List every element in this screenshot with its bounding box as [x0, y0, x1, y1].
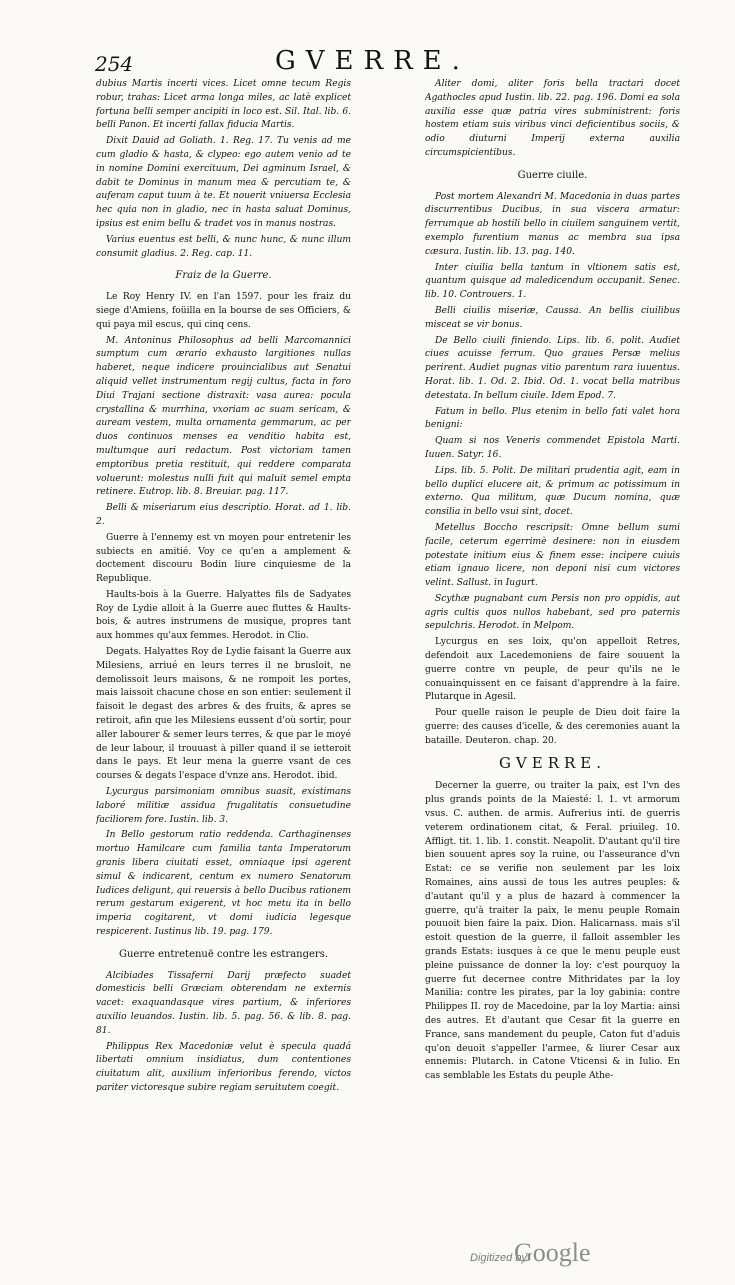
paragraph: Belli ciuilis miseriæ, Caussa. An bellis ciuilibus misceat se vir bonus.	[425, 305, 680, 330]
paragraph: Lips. lib. 5. Polit. De militari prudentia agit, eam in bello duplici elucere ait, & primum ac potissimum in externo. Qua militum, quæ Ducum nomina, quæ consilia in bello vsui sint, docet.	[425, 465, 680, 518]
paragraph: Quam si nos Veneris commendet Epistola Marti. Iuuen. Satyr. 16.	[425, 436, 680, 460]
page-header	[95, 42, 595, 82]
paragraph: Inter ciuilia bella tantum in vltionem satis est, quantum quisque ad maledicendum occupanit. Senec. lib. 10. Controuers. 1.	[425, 262, 680, 301]
paragraph: Varius euentus est belli, & nunc hunc, & nunc illum consumit gladius. 2. Reg. cap. 11.	[96, 234, 351, 259]
paragraph: Degats. Halyattes Roy de Lydie faisant la Guerre aux Milesiens, arriué en leurs terres il ne brusloit, ne demolissoit leurs maisons, & ne rompoit les portes, mais laissoit chacune chose en son entier: seulement il faisoit le degast des arbres & des fruits, & apres se retiroit, afin que les Milesiens eussent d'où sortir, pour aller labourer & semer leurs terres, & que par le moyé de leur labour, il trouuast à piller quand il se ietteroit dans le pays. Et leur mena la guerre vsant de ces courses & degats l'espace d'vnze ans. Herodot. ibid.	[96, 647, 351, 782]
paragraph: Guerre à l'ennemy est vn moyen pour entretenir les subiects en amitié. Voy ce qu'en a amplement & doctement discouru Bodin liure cinquiesme de la Republique.	[96, 532, 351, 585]
paragraph: Belli & miseriarum eius descriptio. Horat. ad 1. lib. 2.	[96, 503, 351, 527]
page-number: 254	[95, 52, 134, 76]
paragraph: In Bello gestorum ratio reddenda. Carthaginenses mortuo Hamilcare cum familia tanta Imperatorum granis libera ciuitati esset, omniaque ipsi agerent simul & indicarent, centum ex numero Senatorum Iudices deligunt, qui reuersis à bello Ducibus rationem rerum gestarum exigerent, vt hoc metu ita in bello imperia cogitarent, vt domi iudicia legesque respicerent. Iustinus lib. 19. pag. 179.	[96, 830, 351, 938]
google-logo: Google	[514, 1238, 591, 1267]
paragraph: Post mortem Alexandri M. Macedonia in duas partes discurrentibus Ducibus, in sua viscera armatur: ferrumque ab hostili bello in ciuilem sanguinem vertit, exemplo furentium manus ac membra sua ipsa cæsura. Iustin. lib. 13. pag. 140.	[425, 191, 680, 257]
section-heading: GVERRE.	[498, 753, 607, 772]
section-heading: Guerre entretenuë contre les estrangers.	[118, 948, 329, 960]
paragraph: Philippus Rex Macedoniæ velut è specula quadá libertati omnium insidiatus, dum contentiones ciuitatum alit, auxilium inferioribus ferendo, victos pariter victoresque subire regiam seruitutem coegit.	[96, 1041, 351, 1093]
right-column	[425, 78, 680, 1218]
running-head: GVERRE.	[275, 46, 470, 76]
section-heading: Guerre ciuile.	[517, 169, 588, 181]
paragraph: M. Antoninus Philosophus ad belli Marcomannici sumptum cum ærario exhausto largitiones nullas haberet, neque indicere prouincialibus aut Senatui aliquid vellet instrumentum regij cultus, facta in foro Diui Trajani sectione distraxit: vasa aurea: pocula crystallina & murrhina, vxoriam ac suam sericam, & auream vestem, multa ornamenta gemmarum, ac per duos continuos menses ea venditio habita est, multumque auri redactum. Post victoriam tamen emptoribus pretia restituit, qui reddere comparata voluerunt: molestus nulli fuit qui maluit semel empta retinere. Eutrop. lib. 8. Breuiar. pag. 117.	[96, 335, 351, 498]
paragraph: Metellus Boccho rescripsit: Omne bellum sumi facile, ceterum egerrimè desinere: non in eiusdem potestate initium eius & finem esse: incipere cuiuis etiam ignauo licere, non deponi nisi cum victores velint. Sallust. in Iugurt.	[425, 522, 680, 589]
paragraph: dubius Martis incerti vices. Licet omne tecum Regis robur, trahas: Licet arma longa miles, ac latè explicet fortuna belli semper ancipiti in loco est. Sil. Ital. lib. 6. belli Panon. Et incerti fallax fiducia Martis.	[96, 79, 351, 131]
digitization-watermark	[470, 1238, 670, 1278]
paragraph: Haults-bois à la Guerre. Halyattes fils de Sadyates Roy de Lydie alloit à la Guerre auec fluttes & Haults-bois, & autres instrumens de musique, propres tant aux hommes qu'aux femmes. Herodot. in Clio.	[96, 589, 351, 642]
paragraph: Scythæ pugnabant cum Persis non pro oppidis, aut agris cultis quos nullos habebant, sed pro paternis sepulchris. Herodot. in Melpom.	[425, 593, 680, 632]
left-column	[96, 78, 351, 1218]
paragraph: De Bello ciuili finiendo. Lips. lib. 6. polit. Audiet ciues acuisse ferrum. Quo graues Persæ melius perirent. Audiet pugnas vitio parentum rara iuuentus. Horat. lib. 1. Od. 2. Ibid. Od. 1. vocat bella matribus detestata. In bellum ciuile. Idem Epod. 7.	[425, 335, 680, 401]
paragraph: Fatum in bello. Plus etenim in bello fati valet hora benigni:	[425, 406, 680, 431]
paragraph: Pour quelle raison le peuple de Dieu doit faire la guerre: des causes d'icelle, & des ceremonies auant la bataille. Deuteron. chap. 20.	[425, 708, 680, 746]
paragraph: Decerner la guerre, ou traiter la paix, est l'vn des plus grands points de la Maiesté: l. 1. vt armorum vsus. C. authen. de armis. Aufrerius inti. de guerris veterem ordinationem citat, & Feral. priuileg. 10. Affligt. tit. 1. lib. 1. constit. Neapolit. D'autant qu'il tire bien souuent apres soy la ruine, ou l'asseurance d'vn Estat: ce se verifie non seulement par les loix Romaines, ains aussi de tous les autres peuples: & d'autant qu'il y a plus de hazard à commencer la guerre, qu'à traiter la paix, le menu peuple Romain pouuoit bien faire la paix. Dion. Halicarnass. mais s'il estoit question de la guerre, il falloit assembler les grands Estats: iusques à ce que le menu peuple eust pleine puissance de donner la loy: c'est pourquoy la guerre fut decernee contre Mithridates par la loy Manilia: contre les pirates, par la loy gabinia: contre Philippes II. roy de Macedoine, par la loy Martia: ainsi des autres. Et d'autant que Cesar fit la guerre en France, sans mandement du peuple, Caton fut d'aduis qu'on deuoit s'appeller l'armee, & liurer Cesar aux ennemis: Plutarch. in Catone Vticensi & in Iulio. En cas semblable les Estats du peuple Athe-	[425, 781, 680, 1082]
paragraph: Aliter domi, aliter foris bella tractari docet Agathocles apud Iustin. lib. 22. pag. 196. Domi ea sola auxilia esse quæ patria vires subministrent: foris hostem etiam suis viribus vinci deficientibus sociis, & odio diuturni Imperij externa auxilia circumspicientibus.	[425, 79, 680, 158]
watermark-prefix: Digitized by	[470, 1252, 527, 1264]
paragraph: Lycurgus parsimoniam omnibus suasit, existimans laboré militiæ assidua frugalitatis consuetudine faciliorem fore. Iustin. lib. 3.	[96, 787, 351, 825]
section-heading: Fraiz de la Guerre.	[175, 270, 272, 282]
paragraph: Le Roy Henry IV. en l'an 1597. pour les fraiz du siege d'Amiens, foüilla en la bourse de ses Officiers, & qui paya mil escus, qui cinq cens.	[96, 292, 351, 330]
paragraph: Dixit Dauid ad Goliath. 1. Reg. 17. Tu venis ad me cum gladio & hasta, & clypeo: ego autem venio ad te in nomine Domini exercituum, Dei agminum Israel, & dabit te Dominus in manum mea & percutiam te, & auferam caput tuum à te. Et nouerit vniuersa Ecclesia hec quia non in gladio, nec in hasta saluat Dominus, ipsius est enim bellu & tradet vos in manus nostras.	[96, 136, 351, 229]
paragraph: Alcibiades Tissaferni Darij præfecto suadet domesticis belli Græciam obterendam ne externis vacet: exaquandasque vires partium, & inferiores auxilio leuandos. Iustin. lib. 5. pag. 56. & lib. 8. pag. 81.	[96, 970, 351, 1036]
paragraph: Lycurgus en ses loix, qu'on appelloit Retres, defendoit aux Lacedemoniens de faire souuent la guerre contre vn peuple, de peur qu'ils ne le conuainquissent en ce faisant d'apprendre à la faire. Plutarque in Agesil.	[425, 637, 680, 703]
